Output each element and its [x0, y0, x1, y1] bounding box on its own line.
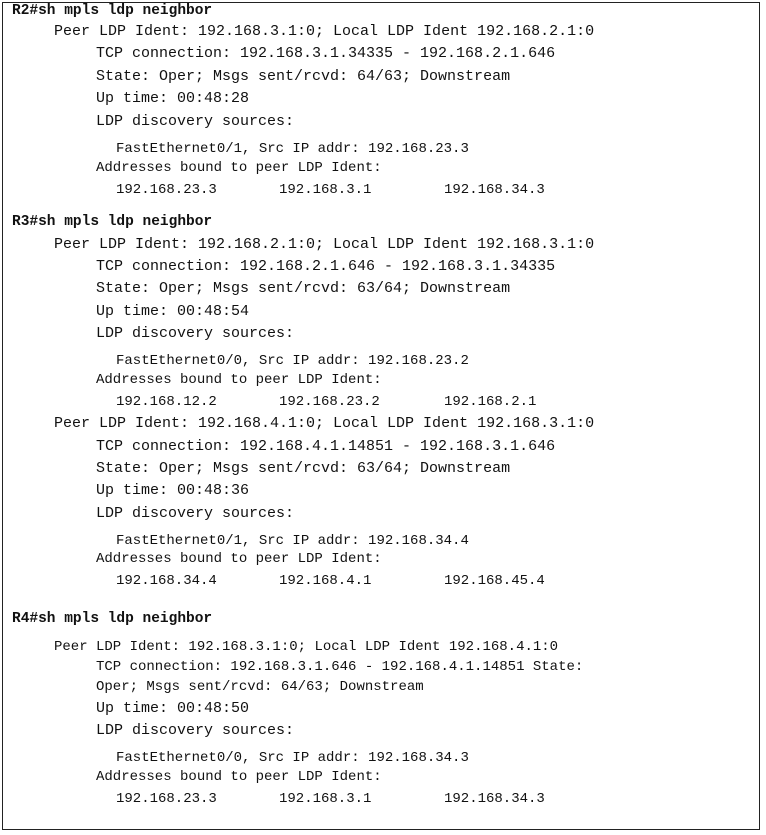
r4-peer1-address-2: 192.168.3.1	[279, 791, 372, 807]
r4-peer1-state: Oper; Msgs sent/rcvd: 64/63; Downstream	[96, 679, 424, 695]
r3-peer2-discovery: LDP discovery sources:	[96, 505, 295, 522]
r3-peer1-uptime: Up time: 00:48:54	[96, 303, 250, 320]
r2-peer1-uptime: Up time: 00:48:28	[96, 90, 250, 107]
r3-peer1-source: FastEthernet0/0, Src IP addr: 192.168.23.2	[116, 353, 469, 369]
r4-peer1-ident: Peer LDP Ident: 192.168.3.1:0; Local LDP Ident 192.168.4.1:0	[54, 639, 559, 655]
r3-peer2-address-1: 192.168.34.4	[116, 573, 217, 589]
r4-peer1-bound: Addresses bound to peer LDP Ident:	[96, 769, 382, 785]
r3-peer1-state: State: Oper; Msgs sent/rcvd: 63/64; Downstream	[96, 280, 511, 297]
r2-command: R2#sh mpls ldp neighbor	[12, 3, 213, 19]
r3-peer2-address-2: 192.168.4.1	[279, 573, 372, 589]
r2-peer1-address-1: 192.168.23.3	[116, 182, 217, 198]
r3-peer1-tcp: TCP connection: 192.168.2.1.646 - 192.168.3.1.34335	[96, 258, 556, 275]
r4-peer1-tcp: TCP connection: 192.168.3.1.646 - 192.168.4.1.14851 State:	[96, 659, 584, 675]
r2-peer1-bound: Addresses bound to peer LDP Ident:	[96, 160, 382, 176]
r2-peer1-ident: Peer LDP Ident: 192.168.3.1:0; Local LDP Ident 192.168.2.1:0	[54, 23, 595, 40]
r3-peer2-state: State: Oper; Msgs sent/rcvd: 63/64; Downstream	[96, 460, 511, 477]
r4-peer1-uptime: Up time: 00:48:50	[96, 700, 250, 717]
r4-peer1-address-1: 192.168.23.3	[116, 791, 217, 807]
r2-peer1-discovery: LDP discovery sources:	[96, 113, 295, 130]
r2-peer1-state: State: Oper; Msgs sent/rcvd: 64/63; Downstream	[96, 68, 511, 85]
r3-peer1-bound: Addresses bound to peer LDP Ident:	[96, 372, 382, 388]
r3-peer1-address-3: 192.168.2.1	[444, 394, 537, 410]
r4-peer1-source: FastEthernet0/0, Src IP addr: 192.168.34.3	[116, 750, 469, 766]
r3-peer1-address-1: 192.168.12.2	[116, 394, 217, 410]
r4-command: R4#sh mpls ldp neighbor	[12, 611, 213, 627]
r4-peer1-address-3: 192.168.34.3	[444, 791, 545, 807]
r2-peer1-source: FastEthernet0/1, Src IP addr: 192.168.23.3	[116, 141, 469, 157]
r2-peer1-tcp: TCP connection: 192.168.3.1.34335 - 192.168.2.1.646	[96, 45, 556, 62]
r3-peer2-bound: Addresses bound to peer LDP Ident:	[96, 551, 382, 567]
r3-peer2-source: FastEthernet0/1, Src IP addr: 192.168.34.4	[116, 533, 469, 549]
r3-peer1-ident: Peer LDP Ident: 192.168.2.1:0; Local LDP Ident 192.168.3.1:0	[54, 236, 595, 253]
r3-peer2-tcp: TCP connection: 192.168.4.1.14851 - 192.168.3.1.646	[96, 438, 556, 455]
r3-peer1-discovery: LDP discovery sources:	[96, 325, 295, 342]
r2-peer1-address-2: 192.168.3.1	[279, 182, 372, 198]
r3-peer2-ident: Peer LDP Ident: 192.168.4.1:0; Local LDP Ident 192.168.3.1:0	[54, 415, 595, 432]
r3-peer1-address-2: 192.168.23.2	[279, 394, 380, 410]
r4-peer1-discovery: LDP discovery sources:	[96, 722, 295, 739]
r3-peer2-address-3: 192.168.45.4	[444, 573, 545, 589]
r3-command: R3#sh mpls ldp neighbor	[12, 214, 213, 230]
r3-peer2-uptime: Up time: 00:48:36	[96, 482, 250, 499]
r2-peer1-address-3: 192.168.34.3	[444, 182, 545, 198]
